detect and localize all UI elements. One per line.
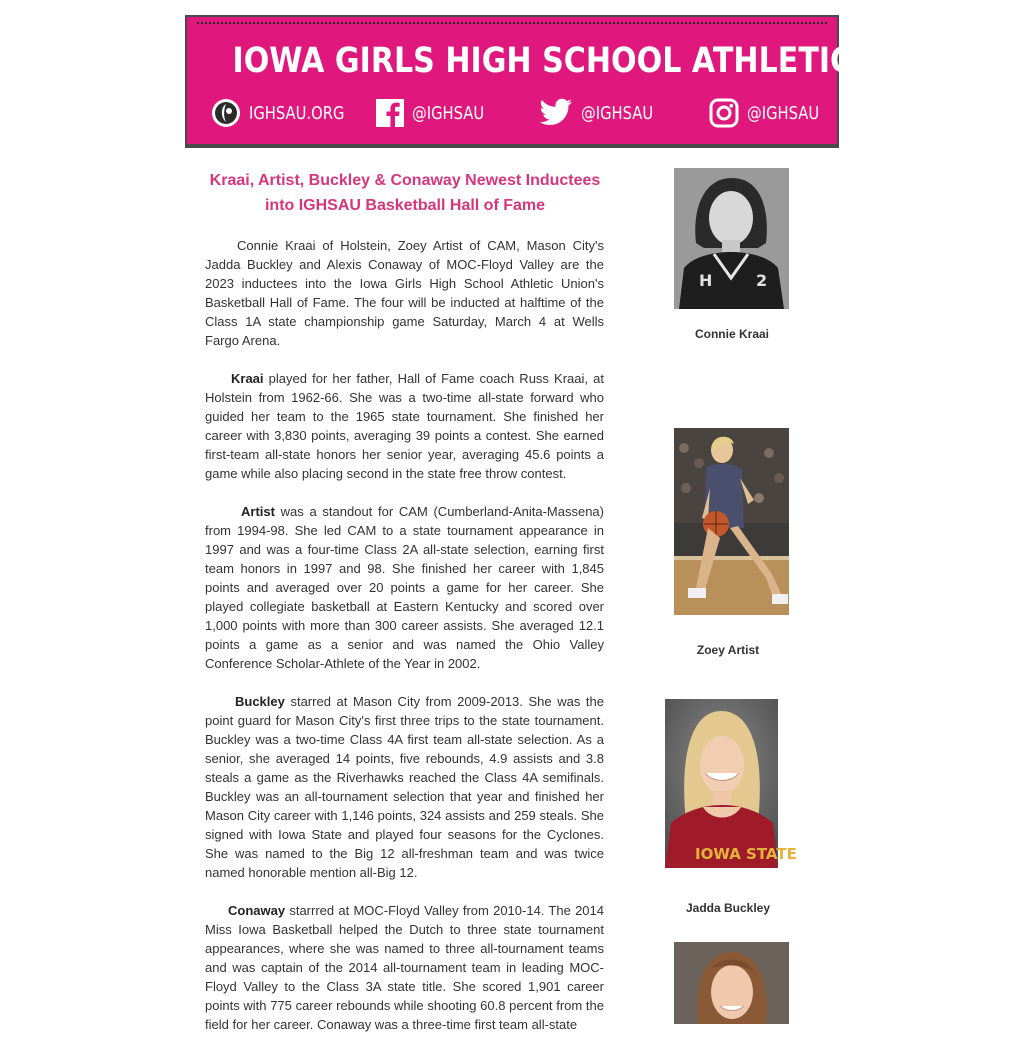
buckley-text: starred at Mason City from 2009-2013. She was the point guard for Mason City's first three trips to the state tournament. Buckley was a two-time Class 4A first team all-state selection. As a senior, she averaged 14 points, five rebounds, 4.9 assists and 3.8 steals a game as the Riverhawks reached the Class 4A semifinals. Buckley was an all-tournament selection that year and finished her Mason City career with 1,146 points, 324 assists and 259 steals. She signed with Iowa State and played four seasons for the Cyclones. She was named to the Big 12 all-freshman team and was twice named honorable mention all-Big 12. — [205, 694, 604, 880]
article-body — [205, 236, 604, 1053]
twitter-icon — [539, 98, 573, 128]
banner-title: IOWA GIRLS HIGH SCHOOL ATHLETIC UNION — [232, 41, 975, 81]
instagram-link[interactable] — [709, 95, 835, 131]
kraai-text: played for her father, Hall of Fame coach Russ Kraai, at Holstein from 1962-66. She was a two-time all-state forward who guided her team to the 1965 state tournament. She finished her career with 3,830 points, averaging 39 points a contest. She earned first-team all-state honors her senior year, averaging 45.6 points a game while also placing second in the state free throw contest. — [205, 371, 604, 481]
header-banner — [185, 15, 975, 148]
jadda-buckley-caption: Jadda Buckley — [685, 901, 771, 915]
facebook-link[interactable] — [376, 95, 500, 131]
conaway-name: Conaway — [228, 903, 286, 918]
connie-kraai-caption: Connie Kraai — [694, 327, 769, 341]
instagram-label: @IGHSAU — [747, 102, 820, 124]
intro-text: Connie Kraai of Holstein, Zoey Artist of CAM, Mason City's Jadda Buckley and Alexis Conaway of MOC-Floyd Valley are the 2023 inductees into the Iowa Girls High School Athletic Union's Basketball Hall of Fame. The four will be inducted at halftime of the Class 1A state championship game Saturday, March 4 at Wells Fargo Arena. — [205, 238, 604, 348]
headline-line-1: Kraai, Artist, Buckley & Conaway Newest Inductees — [209, 172, 601, 189]
svg-text:2: 2 — [756, 271, 768, 290]
buckley-name: Buckley — [235, 694, 285, 709]
kraai-paragraph — [205, 369, 604, 483]
zoey-artist-photo — [674, 428, 789, 615]
headline-line-2: into IGHSAU Basketball Hall of Fame — [264, 197, 546, 214]
zoey-artist-caption: Zoey Artist — [696, 643, 760, 657]
facebook-label: @IGHSAU — [412, 102, 485, 124]
conaway-paragraph — [205, 901, 604, 1034]
conaway-text: starrred at MOC-Floyd Valley from 2010-14. The 2014 Miss Iowa Basketball helped the Dutch to three state tournament appearances, where she was named to three all-tournament teams and was captain of the 2014 all-tournament team in leading MOC-Floyd Valley to the Class 3A state title. She scored 1,901 career points with 775 career rebounds while shooting 60.8 percent from the field for her career. Conaway was a three-time first team all-state — [205, 903, 604, 1032]
svg-text:IOWA STATE: IOWA STATE — [695, 845, 797, 863]
twitter-label: @IGHSAU — [581, 102, 654, 124]
alexis-conaway-photo — [674, 942, 789, 1024]
buckley-paragraph — [205, 692, 604, 882]
twitter-link[interactable] — [539, 95, 669, 131]
artist-paragraph — [205, 502, 604, 673]
instagram-icon — [709, 98, 739, 128]
artist-name: Artist — [241, 504, 275, 519]
intro-paragraph — [205, 236, 604, 350]
artist-text: was a standout for CAM (Cumberland-Anita-Massena) from 1994-98. She led CAM to a state tournament appearance in 1997 and was a four-time Class 2A all-state selection, earning first team honors in 1997 and 98. She finished her career with 1,845 points and averaged over 20 points a game for her career. She played collegiate basketball at Eastern Kentucky and scored over 1,000 points with more than 300 career assists. She averaged 12.1 points a game as a senior and was named the Ohio Valley Conference Scholar-Athlete of the Year in 2002. — [205, 504, 604, 671]
website-label: IGHSAU.ORG — [249, 102, 345, 124]
banner-dotted-border — [197, 22, 827, 24]
website-link[interactable] — [211, 95, 365, 131]
kraai-name: Kraai — [231, 371, 264, 386]
article-headline — [205, 168, 605, 218]
svg-text:H: H — [699, 271, 713, 290]
ighsau-logo-icon — [211, 98, 241, 128]
jadda-buckley-photo — [665, 699, 797, 868]
connie-kraai-photo — [674, 168, 789, 309]
facebook-icon — [376, 98, 404, 128]
